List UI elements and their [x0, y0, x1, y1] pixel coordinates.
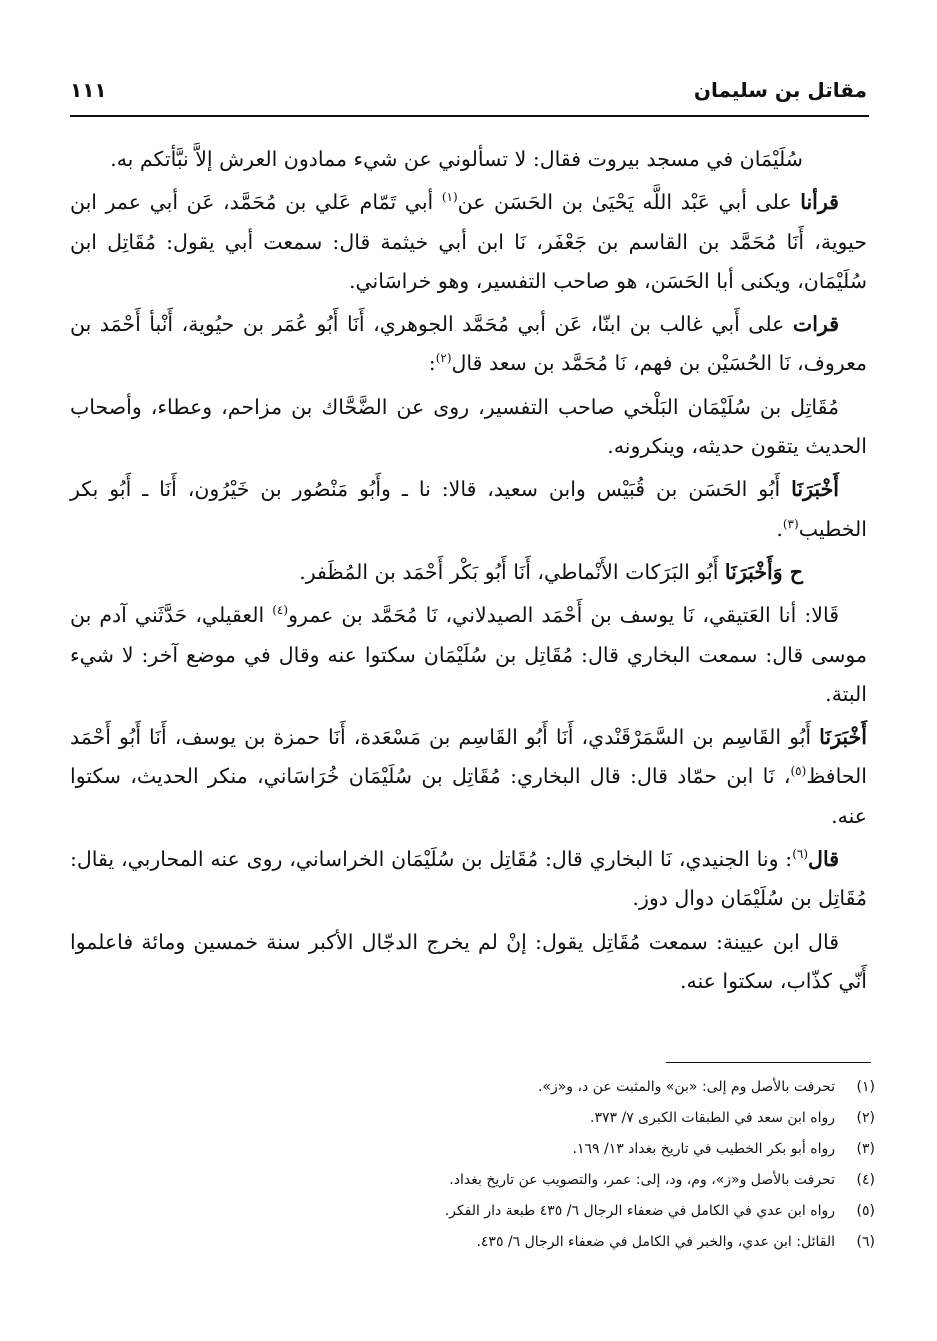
footnote-ref-1[interactable]: (١): [441, 190, 458, 205]
running-header: [70, 70, 867, 110]
footnotes: [70, 1072, 875, 1258]
paragraph-lead-word: أَخْبَرَنَا: [819, 725, 867, 750]
paragraph-lead-word: ح وَأَخْبَرَنَا: [724, 559, 803, 584]
footnote-item: [70, 1134, 875, 1165]
footnote-text: رواه ابن سعد في الطبقات الكبرى ٧/ ٣٧٣.: [590, 1110, 835, 1126]
footnote-item: [70, 1165, 875, 1196]
paragraph-lead-word: قرات: [792, 312, 839, 337]
main-text: [70, 140, 867, 1005]
page-number: ١١١: [70, 78, 107, 102]
footnote-rule: [666, 1062, 871, 1063]
footnote-item: [70, 1227, 875, 1258]
paragraph-9: قال$^{(٦)}$: ونا الجنيدي، نَا البخاري قال: مُقَاتِل بن سُلَيْمَان الخراساني، روى عنه المحاربي، يقال: مُقَاتِل بن سُلَيْمَان دوال دوز.: [70, 847, 867, 911]
footnote-ref-2[interactable]: (٢): [435, 351, 452, 366]
footnote-item: [70, 1072, 875, 1103]
footnote-number: (٤): [856, 1172, 875, 1188]
paragraph-lead-word: أَخْبَرَنَا: [791, 477, 839, 502]
footnote-ref-4[interactable]: (٤): [272, 603, 289, 618]
paragraph-4: مُقَاتِل بن سُلَيْمَان البَلْخي صاحب التفسير، روى عن الضَّحَّاك بن مزاحم، وعطاء، وأصحاب الحديث يتقون حديثه، وينكرونه.: [70, 394, 867, 459]
footnote-item: [70, 1196, 875, 1227]
paragraph-2: قرأنا على أبي عَبْد اللَّه يَحْيَىٰ بن الحَسَن عن$^{(١)}$ أبي تَمّام عَلي بن مُحَمَّد، عَن أبي عمر ابن حيوية، أَنَا مُحَمَّد بن القاسم بن جَعْفَر، نَا ابن أبي خيثمة قال: سمعت أبي يقول: مُقَاتِل ابن سُلَيْمَان، ويكنى أبا الحَسَن، هو صاحب التفسير، وهو خراسَاني.: [70, 190, 867, 293]
paragraph-lead-word: قرأنا: [800, 190, 839, 215]
paragraph-1: سُلَيْمَان في مسجد بيروت فقال: لا تسألوني عن شيء ممادون العرش إلاَّ نبَّأتكم به.: [110, 147, 803, 171]
footnote-number: (٥): [856, 1203, 875, 1219]
footnote-ref-5[interactable]: (٥): [790, 764, 807, 779]
running-title: مقاتل بن سليمان: [693, 78, 867, 102]
footnote-text: رواه أبو بكر الخطيب في تاريخ بغداد ١٣/ ١٦٩.: [572, 1141, 835, 1157]
footnote-text: تحرفت بالأصل و«ز»، وم، ود، إلى: عمر، والتصويب عن تاريخ بغداد.: [449, 1172, 835, 1188]
paragraph-5: أَخْبَرَنَا أَبُو الحَسَن بن قُبَيْس وابن سعيد، قالا: نا ـ وأَبُو مَنْصُور بن خَيْرُون، أَنَا ـ أَبُو بكر الخطيب$^{(٣)}$.: [70, 477, 867, 541]
footnote-text: رواه ابن عدي في الكامل في ضعفاء الرجال ٦/ ٤٣٥ طبعة دار الفكر.: [444, 1203, 835, 1219]
paragraph-7: قَالا: أنا العَتيقي، نَا يوسف بن أَحْمَد الصيدلاني، نَا مُحَمَّد بن عمرو$^{(٤)}$ العقيلي، حَدَّثَني آدم بن موسى قال: سمعت البخاري قال: مُقَاتِل بن سُلَيْمَان سكتوا عنه وقال في موضع آخر: لا شيء البتة.: [70, 603, 867, 706]
footnote-text: تحرفت بالأصل وم إلى: «بن» والمثبت عن د، و«ز».: [537, 1079, 835, 1095]
paragraph-8: أَخْبَرَنَا أَبُو القَاسِم بن السَّمَرْقَنْدي، أَنَا أَبُو القَاسِم بن مَسْعَدة، أَنَا حمزة بن يوسف، أَنَا أَبُو أَحْمَد الحافظ$^{(٥)}$، نَا ابن حمّاد قال: قال البخاري: مُقَاتِل بن سُلَيْمَان خُرَاسَاني، منكر الحديث، سكتوا عنه.: [70, 725, 867, 828]
paragraph-3: قرات على أَبي غالب بن ابنّا، عَن أبي مُحَمَّد الجوهري، أَنَا أَبُو عُمَر بن حيُوية، أَنْبأ أَحْمَد بن معروف، نَا الحُسَيْن بن فهم، نَا مُحَمَّد بن سعد قال$^{(٢)}$:: [70, 312, 867, 376]
paragraph-10: قال ابن عيينة: سمعت مُقَاتِل يقول: إنْ لم يخرج الدجّال الأكبر سنة خمسين ومائة فاعلموا أَنّي كذّاب، سكتوا عنه.: [70, 929, 867, 993]
footnote-ref-6[interactable]: (٦): [792, 847, 809, 862]
footnote-text: القائل: ابن عدي، والخبر في الكامل في ضعفاء الرجال ٦/ ٤٣٥.: [476, 1234, 835, 1250]
footnote-number: (٦): [856, 1234, 875, 1250]
footnote-item: [70, 1103, 875, 1134]
footnote-number: (١): [856, 1079, 875, 1095]
footnote-number: (٣): [856, 1141, 875, 1157]
footnote-number: (٢): [856, 1110, 875, 1126]
paragraph-lead-word: قال: [808, 847, 839, 872]
header-rule: [70, 115, 869, 117]
paragraph-6: ح وَأَخْبَرَنَا أَبُو البَرَكات الأَنْماطي، أَنَا أَبُو بَكْر أَحْمَد بن المُظَفر.: [299, 559, 803, 584]
footnote-ref-3[interactable]: (٣): [782, 516, 799, 531]
